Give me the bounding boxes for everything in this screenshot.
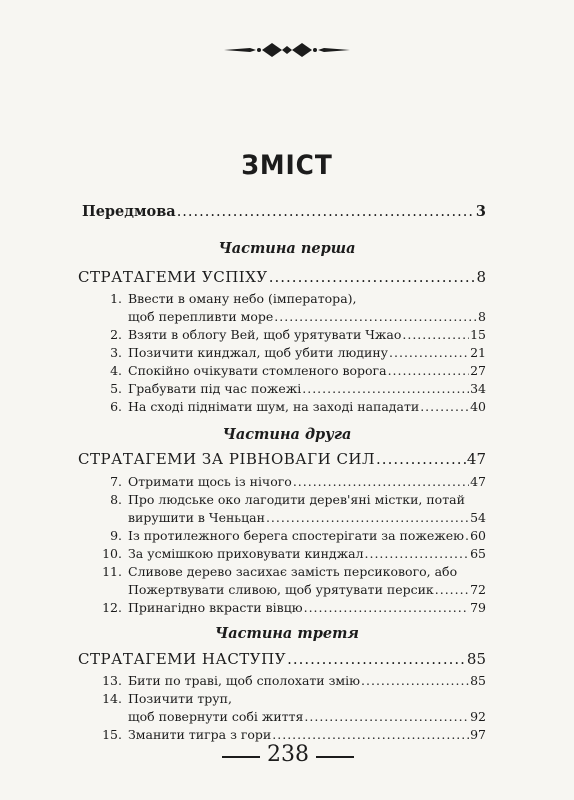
leader-dots [361, 673, 469, 688]
leader-dots [402, 327, 469, 342]
leader-dots [304, 709, 469, 724]
item-page: 8 [478, 309, 486, 324]
toc-item [98, 727, 486, 742]
toc-item [98, 399, 486, 414]
item-text: Із протилежного берега спостерігати за пожежею [128, 528, 465, 543]
item-page: 97 [470, 727, 486, 742]
item-number: 12. [102, 600, 122, 615]
item-page: 21 [470, 345, 486, 360]
item-text: Позичити труп, [128, 691, 232, 706]
toc-item [98, 327, 486, 342]
item-number: 9. [110, 528, 122, 543]
item-number: 2. [110, 327, 122, 342]
section-entry [78, 268, 486, 286]
item-page: 72 [470, 582, 486, 597]
item-number: 14. [102, 691, 122, 706]
section-entry [78, 450, 486, 468]
item-page: 54 [470, 510, 486, 525]
leader-dots [420, 399, 469, 414]
item-text: Пожертвувати сливою, щоб урятувати персик [128, 582, 434, 597]
toc-item [98, 673, 486, 688]
toc-item [98, 600, 486, 615]
item-text: Бити по траві, щоб сполохати змію [128, 673, 361, 688]
toc-item [98, 291, 486, 306]
leader-dots [465, 528, 469, 543]
toc-item [98, 492, 486, 507]
item-text: На сході піднімати шум, на заході нападати [128, 399, 420, 414]
toc-item-continued [128, 709, 486, 724]
item-number: 15. [102, 727, 122, 742]
section-page: 8 [476, 268, 486, 286]
item-page: 92 [470, 709, 486, 724]
item-page: 65 [470, 546, 486, 561]
header-ornament-icon [222, 40, 352, 60]
page-title: ЗМІСТ [241, 150, 333, 181]
item-page: 40 [470, 399, 486, 414]
item-text: Позичити кинджал, щоб убити людину [128, 345, 389, 360]
leader-dots [293, 474, 469, 489]
leader-dots [365, 546, 470, 561]
leader-dots [269, 268, 476, 286]
item-number: 10. [102, 546, 122, 561]
item-page: 34 [470, 381, 486, 396]
section-page: 47 [466, 450, 486, 468]
toc-item [98, 564, 486, 579]
item-page: 60 [470, 528, 486, 543]
entry-page: 3 [475, 203, 486, 220]
entry-label: Передмова [82, 203, 176, 220]
leader-dots [266, 510, 469, 525]
section-entry [78, 650, 486, 668]
item-number: 11. [102, 564, 122, 579]
item-text: вирушити в Ченьцан [128, 510, 265, 525]
item-number: 5. [110, 381, 122, 396]
item-text: Про людське око лагодити дерев'яні містки, потай [128, 492, 465, 507]
item-number: 6. [110, 399, 122, 414]
toc-item-continued [128, 510, 486, 525]
item-text: Ввести в оману небо (імператора), [128, 291, 357, 306]
leader-dots [274, 309, 477, 324]
item-text: За усмішкою приховувати кинджал [128, 546, 364, 561]
section-label: СТРАТАГЕМИ НАСТУПУ [78, 650, 287, 668]
leader-dots [435, 582, 469, 597]
toc-entry-preface [82, 203, 486, 220]
section-label: СТРАТАГЕМИ УСПІХУ [78, 268, 268, 286]
item-text: щоб перепливти море [128, 309, 274, 324]
toc-item [98, 345, 486, 360]
page-number-footer [222, 742, 354, 770]
item-text: Взяти в облогу Вей, щоб урятувати Чжао [128, 327, 402, 342]
item-page: 85 [470, 673, 486, 688]
item-text: Принагідно вкрасти вівцю [128, 600, 303, 615]
leader-dots [302, 381, 469, 396]
item-page: 79 [470, 600, 486, 615]
toc-item [98, 528, 486, 543]
leader-dots [272, 727, 469, 742]
item-page: 47 [470, 474, 486, 489]
item-text: Сливове дерево засихає замість персикового, або [128, 564, 458, 579]
leader-dots [388, 363, 470, 378]
leader-dots [389, 345, 469, 360]
section-page: 85 [466, 650, 486, 668]
toc-item [98, 691, 486, 706]
toc-item [98, 381, 486, 396]
item-number: 4. [110, 363, 122, 378]
item-number: 3. [110, 345, 122, 360]
item-text: Зманити тигра з гори [128, 727, 272, 742]
item-number: 13. [102, 673, 122, 688]
leader-dots [376, 450, 466, 468]
part-heading: Частина друга [222, 426, 352, 443]
item-text: Спокійно очікувати стомленого ворога [128, 363, 387, 378]
item-number: 7. [110, 474, 122, 489]
footer-rule-right [316, 756, 354, 758]
toc-item [98, 546, 486, 561]
toc-item-continued [128, 309, 486, 324]
toc-item-continued [128, 582, 486, 597]
page-number: 238 [267, 742, 309, 767]
item-page: 27 [470, 363, 486, 378]
part-heading: Частина перша [218, 240, 356, 257]
item-text: Грабувати під час пожежі [128, 381, 302, 396]
leader-dots [287, 650, 466, 668]
item-number: 1. [110, 291, 122, 306]
leader-dots [177, 204, 475, 220]
part-heading: Частина третя [215, 625, 359, 642]
toc-item [98, 363, 486, 378]
item-text: Отримати щось із нічого [128, 474, 292, 489]
leader-dots [304, 600, 469, 615]
item-text: щоб повернути собі життя [128, 709, 304, 724]
item-page: 15 [470, 327, 486, 342]
toc-item [98, 474, 486, 489]
item-number: 8. [110, 492, 122, 507]
section-label: СТРАТАГЕМИ ЗА РІВНОВАГИ СИЛ [78, 450, 376, 468]
